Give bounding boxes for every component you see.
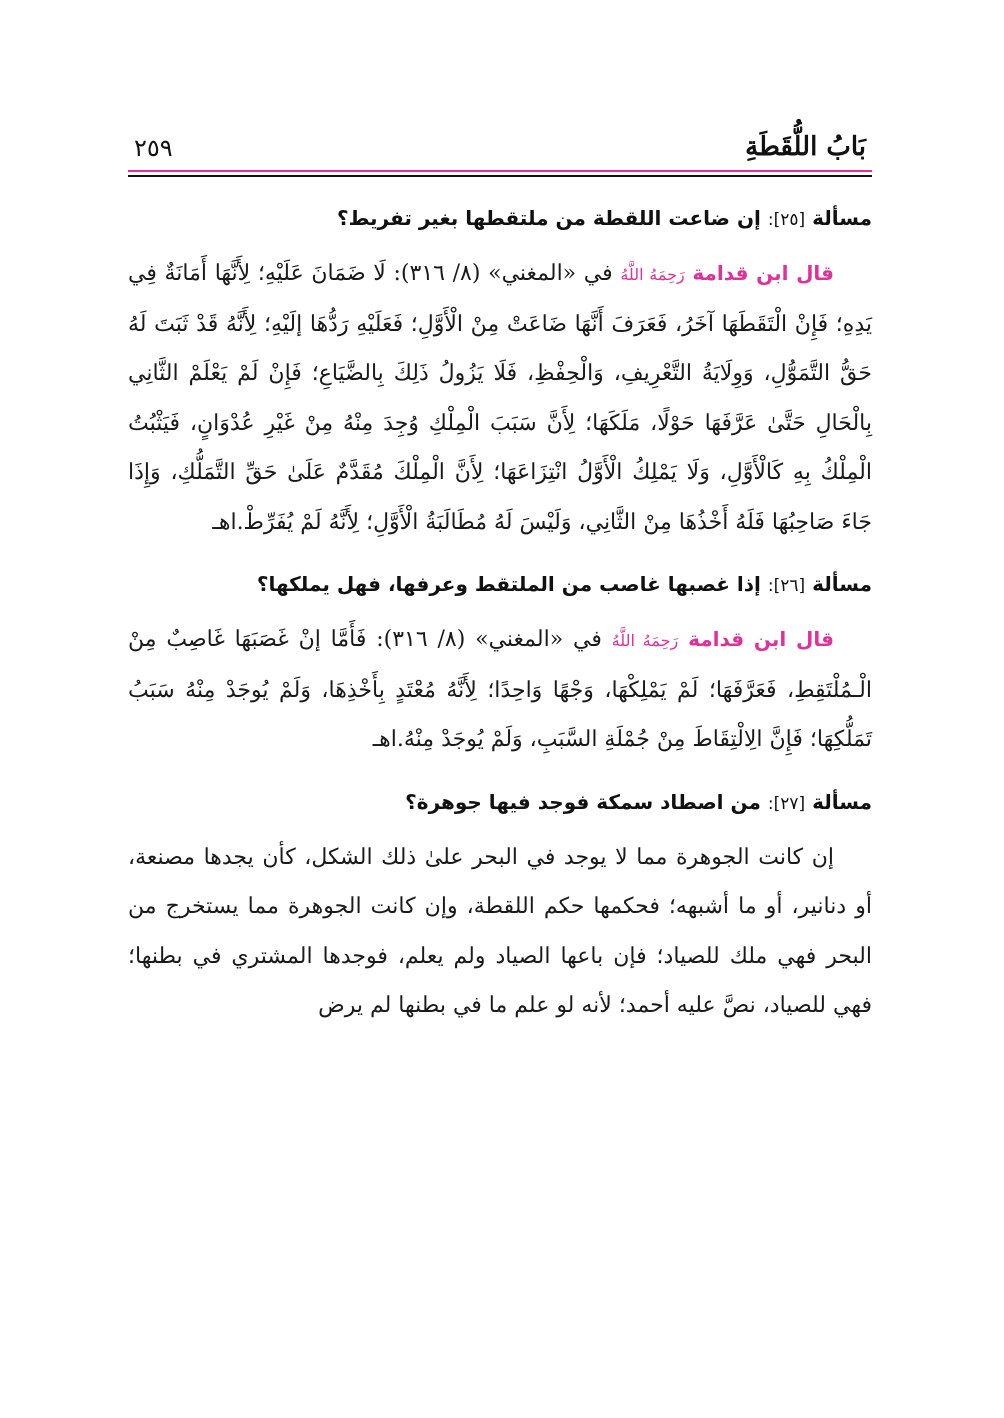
header-rule-pink xyxy=(128,170,872,172)
body-paragraph-27 xyxy=(128,833,872,1031)
masala-heading-25 xyxy=(128,203,872,235)
masala-question: من اصطاد سمكة فوجد فيها جوهرة؟ xyxy=(405,789,761,814)
running-head xyxy=(128,120,872,168)
chapter-title: بَابُ اللُّقَطَةِ xyxy=(745,132,866,162)
masala-number: [٢٧]: xyxy=(767,793,806,814)
quote-body: في «المغني» (٨/ ٣١٦): لَا ضَمَانَ عَلَيْهِ؛ لِأَنَّهَا أَمَانَةٌ فِي يَدِهِ؛ فَإِنْ الْتَقَطَهَا آخَرُ، فَعَرَفَ أَنَّهَا ضَاعَتْ مِنْ الْأَوَّلِ؛ فَعَلَيْهِ رَدُّهَا إلَيْهِ؛ لِأَنَّهُ قَدْ ثَبَتَ لَهُ حَقُّ التَّمَوُّلِ، وَوِلَايَةُ التَّعْرِيفِ، وَالْحِفْظِ، فَلَا يَزُولُ ذَلِكَ بِالضَّيَاعِ؛ فَإِنْ لَمْ يَعْلَمْ الثَّانِي بِالْحَالِ حَتَّىٰ عَرَّفَهَا حَوْلًا، مَلَكَهَا؛ لِأَنَّ سَبَبَ الْمِلْكِ وُجِدَ مِنْهُ مِنْ غَيْرِ عُدْوَانٍ، فَيَثْبُتُ الْمِلْكُ بِهِ كَالْأَوَّلِ، وَلَا يَمْلِكُ الْأَوَّلُ انْتِزَاعَهَا؛ لِأَنَّ الْمِلْكَ مُقَدَّمٌ عَلَىٰ حَقِّ التَّمَلُّكِ، وَإِذَا جَاءَ صَاحِبُهَا فَلَهُ أَخْذُهَا مِنْ الثَّانِي، وَلَيْسَ لَهُ مُطَالَبَةُ الْأَوَّلِ؛ لِأَنَّهُ لَمْ يُفَرِّطْ.اهـ xyxy=(128,261,872,535)
masala-number: [٢٦]: xyxy=(767,576,806,596)
quote-paragraph-26 xyxy=(128,615,872,765)
masala-label: مسألة xyxy=(812,572,872,596)
honorific: رَحِمَهُ اللَّهُ xyxy=(611,631,679,650)
quote-paragraph-25 xyxy=(128,249,872,547)
masala-number: [٢٥]: xyxy=(767,210,806,230)
masala-heading-27 xyxy=(128,787,872,819)
page-number: ٢٥٩ xyxy=(134,134,173,162)
quote-body: في «المغني» (٨/ ٣١٦): فَأَمَّا إنْ غَصَبَهَا غَاصِبٌ مِنْ الْـمُلْتَقِطِ، فَعَرَّفَهَا؛ لَمْ يَمْلِكْهَا، وَجْهًا وَاحِدًا؛ لِأَنَّهُ مُعْتَدٍ بِأَخْذِهَا، وَلَمْ يُوجَدْ مِنْهُ سَبَبُ تَمَلُّكِهَا؛ فَإِنَّ الِالْتِقَاطَ مِنْ جُمْلَةِ السَّبَبِ، وَلَمْ يُوجَدْ مِنْهُ.اهـ xyxy=(128,627,872,752)
masala-heading-26 xyxy=(128,569,872,601)
speaker-name: قال ابن قدامة xyxy=(688,627,835,651)
speaker-name: قال ابن قدامة xyxy=(692,261,835,285)
masala-question: إن ضاعت اللقطة من ملتقطها بغير تفريط؟ xyxy=(337,206,761,230)
book-page xyxy=(128,120,872,1053)
header-rule-black xyxy=(128,175,872,177)
masala-label: مسألة xyxy=(812,789,872,814)
masala-question: إذا غصبها غاصب من الملتقط وعرفها، فهل يملكها؟ xyxy=(256,572,761,596)
honorific: رَحِمَهُ اللَّهُ xyxy=(620,265,685,284)
masala-label: مسألة xyxy=(812,206,872,230)
paragraph-body: إن كانت الجوهرة مما لا يوجد في البحر علىٰ ذلك الشكل، كأن يجدها مصنعة، أو دنانير، أو ما أشبهه؛ فحكمها حكم اللقطة، وإن كانت الجوهرة مما يستخرج من البحر فهي ملك للصياد؛ فإن باعها الصياد ولم يعلم، فوجدها المشتري في بطنها؛ فهي للصياد، نصَّ عليه أحمد؛ لأنه لو علم ما في بطنها لم يرض xyxy=(128,844,872,1018)
